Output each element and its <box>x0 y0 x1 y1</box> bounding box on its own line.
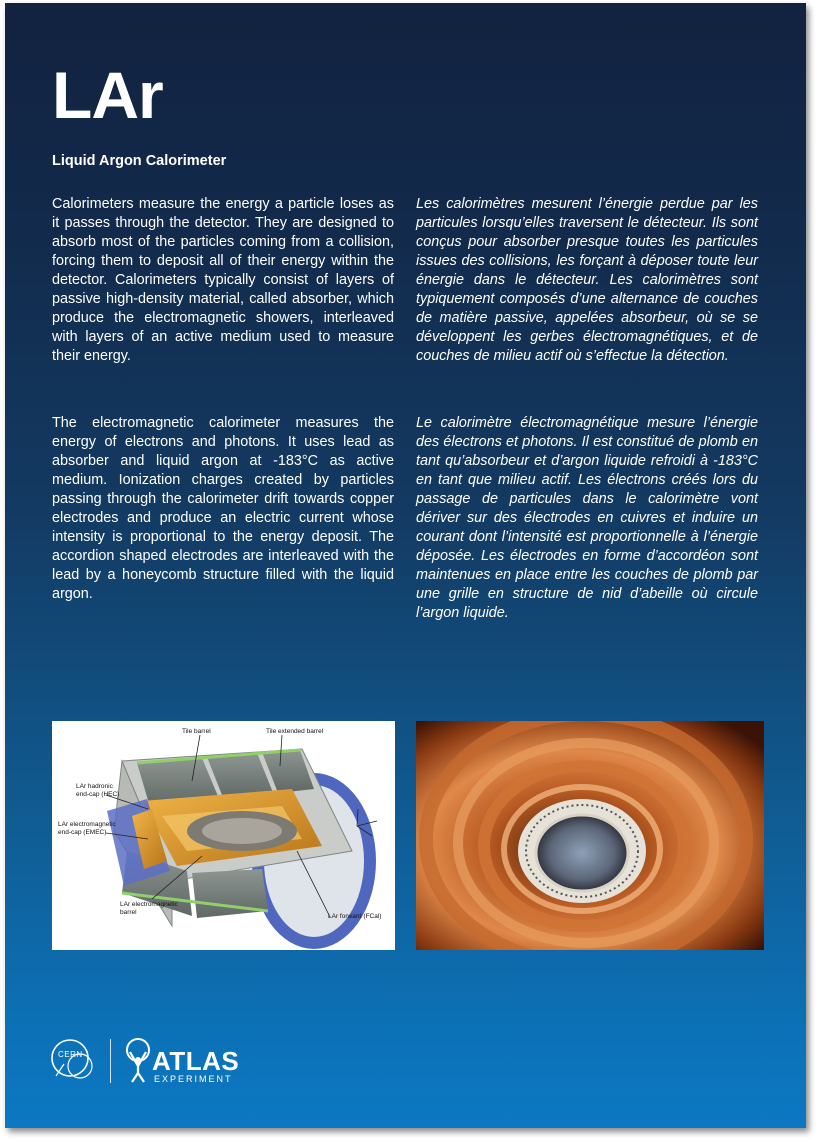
cern-logo <box>50 1036 94 1084</box>
label-em-barrel-line1: LAr electromagnetic <box>120 901 178 908</box>
paragraph-fr-2: Le calorimètre électromagnétique mesure l’énergie des électrons et photons. Il est constitué de plomb en tant qu’absorbeur et d’argon liquide refroidi à -183°C en tant que milieu actif. Les électrons créés lors du passage de particules dans le calorimètre vont dériver sur des électrodes en cuivres et induire un courant dont l’intensité est proportionnelle à l’énergie déposée. Les électrodes en forme d’accordéon sont maintenues en place entre les couches de plomb par une grille en structure de nid d’abeille où circule l’argon liquide. <box>416 415 758 621</box>
label-emec <box>58 821 116 837</box>
calorimeter-photo-art <box>416 721 764 950</box>
logo-divider <box>110 1039 111 1083</box>
atlas-figure-icon <box>124 1038 152 1084</box>
label-em-barrel-line2: barrel <box>120 909 137 916</box>
footer-logos <box>50 1036 250 1088</box>
cern-logo-text: CERN <box>58 1050 83 1059</box>
label-em-barrel <box>120 901 178 917</box>
label-emec-line2: end-cap (EMEC) <box>58 829 107 836</box>
paragraph-en-1: Calorimeters measure the energy a particle loses as it passes through the detector. They are designed to absorb most of the particles coming from a collision, forcing them to deposit all of their energy within the detector. Calorimeters typically consist of layers of passive high-density material, called absorber, which produce the electromagnetic showers, interleaved with layers of an active medium used to measure their energy. <box>52 196 394 364</box>
calorimeter-photo <box>416 721 764 950</box>
page-title: LAr <box>52 58 163 132</box>
label-emec-line1: LAr electromagnetic <box>58 821 116 828</box>
label-tile-barrel: Tile barrel <box>182 728 211 735</box>
label-tile-extended-barrel: Tile extended barrel <box>266 728 324 735</box>
poster <box>5 3 806 1128</box>
label-hec-line1: LAr hadronic <box>76 783 113 790</box>
atlas-experiment-text: EXPERIMENT <box>154 1074 233 1084</box>
label-hec-line2: end-cap (HEC) <box>76 791 120 798</box>
label-hec <box>76 783 119 799</box>
page-subtitle: Liquid Argon Calorimeter <box>52 153 227 169</box>
calorimeter-diagram <box>52 721 395 950</box>
label-fcal: LAr forward (FCal) <box>328 913 382 920</box>
paragraph-fr-1: Les calorimètres mesurent l’énergie perdue par les particules lorsqu’elles traversent le détecteur. Ils sont conçus pour absorber presque toutes les particules issues des collisions, les forçant à déposer toute leur énergie dans le détecteur. Les calorimètres sont typiquement composés d’une alternance de couches de matière passive, appelées absorbeur, où se se développent les gerbes électromagnétiques, et de couches de milieu actif où s’effectue la détection. <box>416 196 758 364</box>
paragraph-en-2: The electromagnetic calorimeter measures the energy of electrons and photons. It uses lead as absorber and liquid argon at -183°C as active medium. Ionization charges created by particles passing through the calorimeter drift towards copper electrodes and produce an electric current whose intensity is proportional to the energy deposit. The accordion shaped electrodes are interleaved with the lead by a honeycomb structure filled with the liquid argon. <box>52 415 394 602</box>
atlas-logo-text: ATLAS <box>152 1046 240 1076</box>
